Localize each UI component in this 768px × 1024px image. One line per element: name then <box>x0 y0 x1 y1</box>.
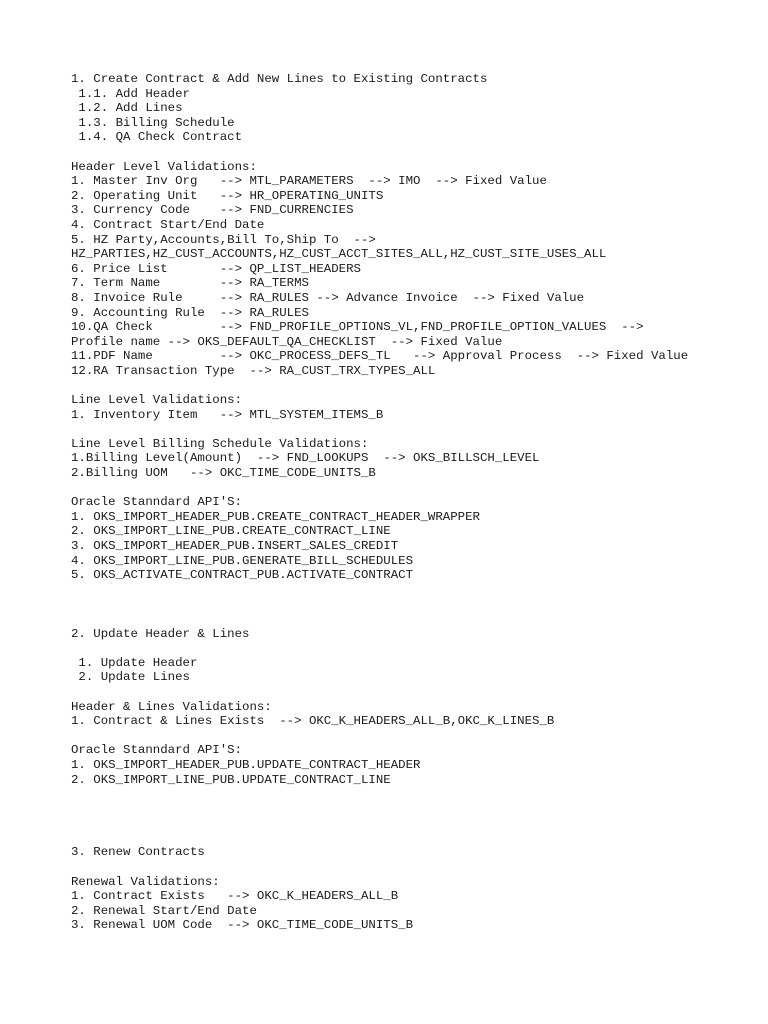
blank-line <box>71 583 761 598</box>
validation-line: HZ_PARTIES,HZ_CUST_ACCOUNTS,HZ_CUST_ACCT_SITES_ALL,HZ_CUST_SITE_USES_ALL <box>71 247 607 262</box>
validation-line: 1. Master Inv Org --> MTL_PARAMETERS --> IMO --> Fixed Value <box>71 174 547 189</box>
blank-line <box>71 597 761 612</box>
validation-line: 5. HZ Party,Accounts,Bill To,Ship To --> <box>71 232 376 247</box>
validation-line: 6. Price List --> QP_LIST_HEADERS <box>71 261 361 276</box>
validation-line: 2. Operating Unit --> HR_OPERATING_UNITS <box>71 188 384 203</box>
section-line-level-validations: Line Level Validations: <box>71 393 243 408</box>
blank-line <box>71 816 761 831</box>
validation-line: 8. Invoice Rule --> RA_RULES --> Advance Invoice --> Fixed Value <box>71 290 585 305</box>
subitem-update-header: 1. Update Header <box>71 655 198 670</box>
validation-line: 1. Contract Exists --> OKC_K_HEADERS_ALL_B <box>71 889 399 904</box>
blank-line <box>71 729 761 744</box>
validation-line: 3. Currency Code --> FND_CURRENCIES <box>71 203 354 218</box>
api-line: 2. OKS_IMPORT_LINE_PUB.UPDATE_CONTRACT_LINE <box>71 772 391 787</box>
validation-line: 1.Billing Level(Amount) --> FND_LOOKUPS --> OKS_BILLSCH_LEVEL <box>71 451 540 466</box>
validation-line: 9. Accounting Rule --> RA_RULES <box>71 305 309 320</box>
blank-line <box>71 145 761 160</box>
validation-line: 11.PDF Name --> OKC_PROCESS_DEFS_TL --> Approval Process --> Fixed Value <box>71 349 689 364</box>
validation-line: 10.QA Check --> FND_PROFILE_OPTIONS_VL,FND_PROFILE_OPTION_VALUES --> <box>71 320 644 335</box>
subitem-billing-schedule: 1.3. Billing Schedule <box>71 115 235 130</box>
validation-line: 7. Term Name --> RA_TERMS <box>71 276 309 291</box>
validation-line: 1. Contract & Lines Exists --> OKC_K_HEADERS_ALL_B,OKC_K_LINES_B <box>71 714 555 729</box>
blank-line <box>71 802 761 817</box>
blank-line <box>71 685 761 700</box>
validation-line: 2.Billing UOM --> OKC_TIME_CODE_UNITS_B <box>71 466 376 481</box>
blank-line <box>71 787 761 802</box>
blank-line <box>71 378 761 393</box>
validation-line: 12.RA Transaction Type --> RA_CUST_TRX_TYPES_ALL <box>71 363 436 378</box>
blank-line <box>71 831 761 846</box>
heading-create-contract: 1. Create Contract & Add New Lines to Existing Contracts <box>71 72 488 86</box>
api-line: 4. OKS_IMPORT_LINE_PUB.GENERATE_BILL_SCHEDULES <box>71 553 414 568</box>
api-line: 2. OKS_IMPORT_LINE_PUB.CREATE_CONTRACT_LINE <box>71 524 391 539</box>
heading-update-header-lines: 2. Update Header & Lines <box>71 626 250 641</box>
section-header-lines-validations: Header & Lines Validations: <box>71 699 272 714</box>
api-line: 3. OKS_IMPORT_HEADER_PUB.INSERT_SALES_CREDIT <box>71 539 399 553</box>
section-renewal-validations: Renewal Validations: <box>71 874 220 889</box>
section-billing-schedule-validations: Line Level Billing Schedule Validations: <box>71 436 369 451</box>
subitem-add-header: 1.1. Add Header <box>71 86 190 101</box>
validation-line: Profile name --> OKS_DEFAULT_QA_CHECKLIST --> Fixed Value <box>71 334 503 349</box>
blank-line <box>71 481 761 496</box>
api-line: 1. OKS_IMPORT_HEADER_PUB.CREATE_CONTRACT_HEADER_WRAPPER <box>71 509 480 524</box>
heading-renew-contracts: 3. Renew Contracts <box>71 845 205 860</box>
subitem-add-lines: 1.2. Add Lines <box>71 101 183 116</box>
document-body <box>71 72 761 933</box>
subitem-update-lines: 2. Update Lines <box>71 670 190 685</box>
blank-line <box>71 422 761 437</box>
validation-line: 4. Contract Start/End Date <box>71 217 265 232</box>
blank-line <box>71 860 761 875</box>
api-line: 5. OKS_ACTIVATE_CONTRACT_PUB.ACTIVATE_CONTRACT <box>71 568 414 583</box>
subitem-qa-check: 1.4. QA Check Contract <box>71 130 243 145</box>
section-oracle-apis: Oracle Stanndard API'S: <box>71 743 243 758</box>
section-oracle-apis: Oracle Stanndard API'S: <box>71 495 243 510</box>
blank-line <box>71 641 761 656</box>
section-header-level-validations: Header Level Validations: <box>71 159 257 174</box>
validation-line: 2. Renewal Start/End Date <box>71 903 257 918</box>
api-line: 1. OKS_IMPORT_HEADER_PUB.UPDATE_CONTRACT_HEADER <box>71 757 421 772</box>
validation-line: 1. Inventory Item --> MTL_SYSTEM_ITEMS_B <box>71 407 384 422</box>
validation-line: 3. Renewal UOM Code --> OKC_TIME_CODE_UNITS_B <box>71 918 414 933</box>
blank-line <box>71 612 761 627</box>
